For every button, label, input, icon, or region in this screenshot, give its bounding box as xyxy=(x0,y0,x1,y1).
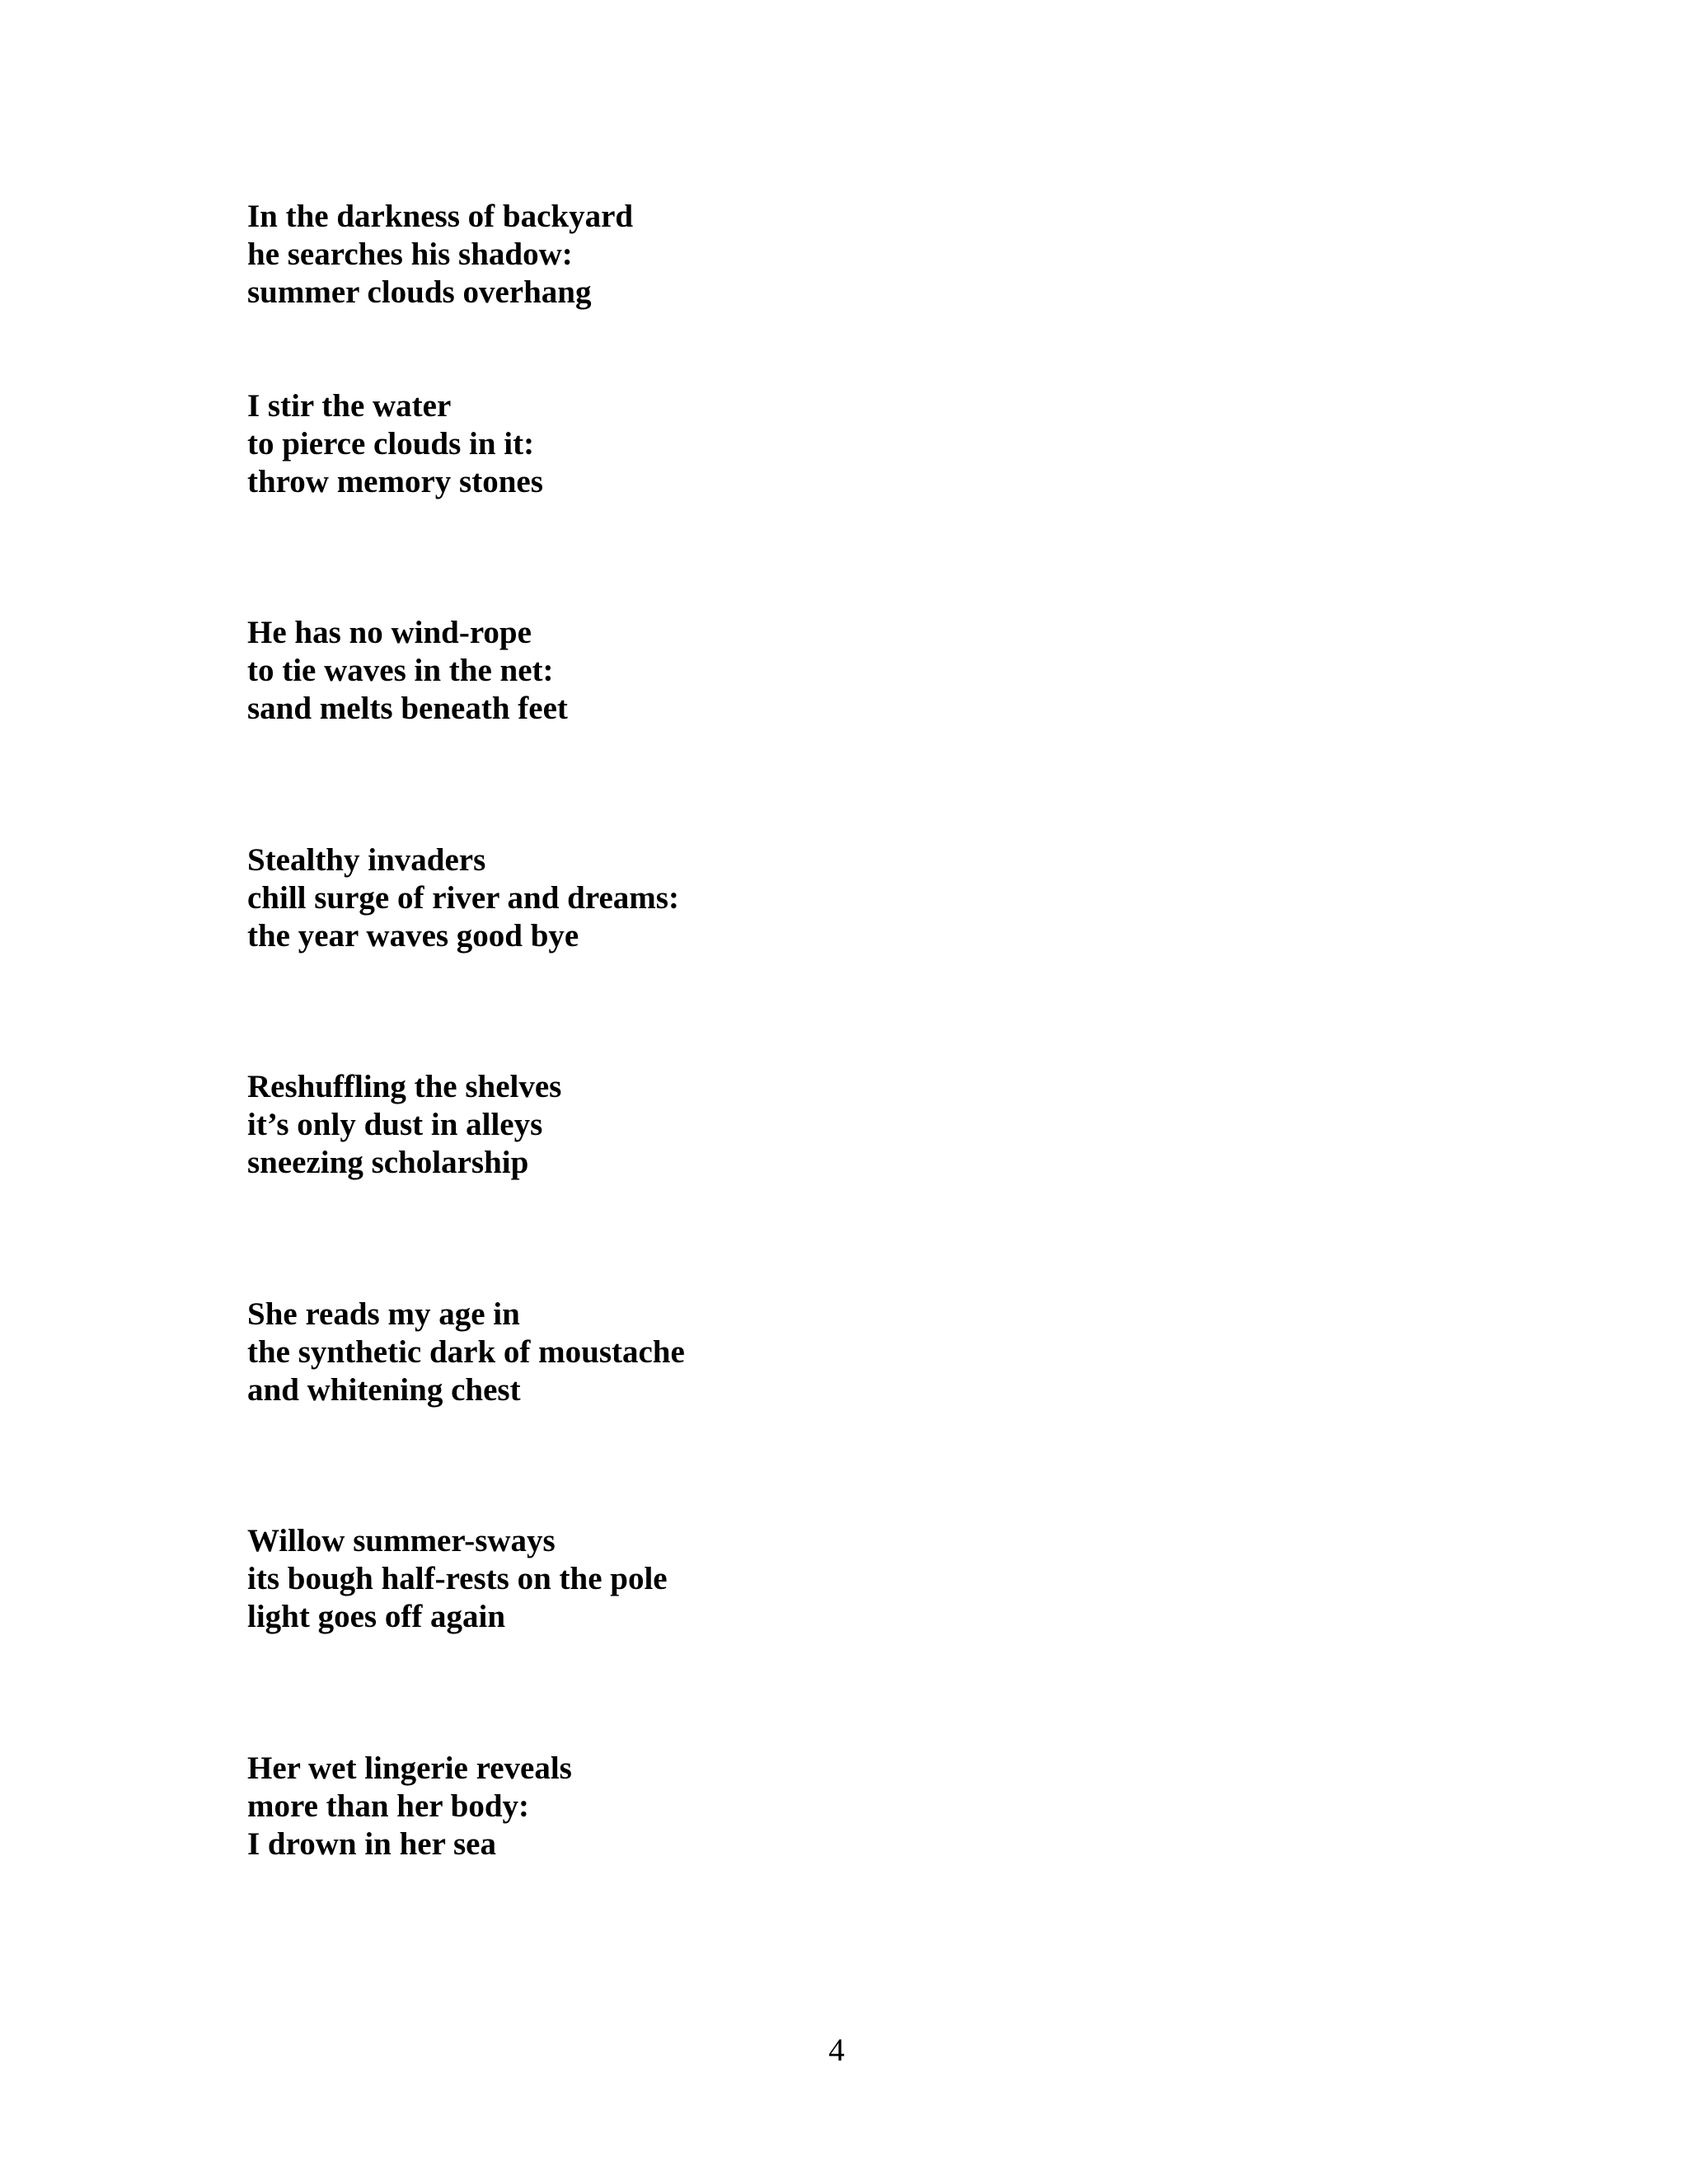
stanza-line: I drown in her sea xyxy=(247,1826,496,1862)
stanza-line: Willow summer-sways xyxy=(247,1523,556,1558)
stanza-line: chill surge of river and dreams: xyxy=(247,880,679,916)
stanza-line: In the darkness of backyard xyxy=(247,199,634,234)
stanza-line: to pierce clouds in it: xyxy=(247,426,535,462)
haiku-stanza xyxy=(247,1296,685,1409)
page-number: 4 xyxy=(828,2032,845,2068)
stanza-line: light goes off again xyxy=(247,1599,506,1634)
haiku-stanza xyxy=(247,198,633,312)
haiku-stanza xyxy=(247,1522,668,1636)
stanza-line: and whitening chest xyxy=(247,1372,521,1408)
haiku-stanza xyxy=(247,1068,561,1182)
stanza-line: sneezing scholarship xyxy=(247,1145,529,1180)
haiku-stanza xyxy=(247,614,568,728)
stanza-line: the year waves good bye xyxy=(247,918,579,954)
stanza-line: Reshuffling the shelves xyxy=(247,1069,562,1104)
stanza-line: summer clouds overhang xyxy=(247,274,592,310)
stanza-line: it’s only dust in alleys xyxy=(247,1107,543,1142)
stanza-line: throw memory stones xyxy=(247,464,543,499)
haiku-stanza xyxy=(247,387,543,501)
stanza-line: She reads my age in xyxy=(247,1296,520,1332)
haiku-stanza xyxy=(247,841,679,955)
stanza-line: He has no wind-rope xyxy=(247,615,532,650)
stanza-line: the synthetic dark of moustache xyxy=(247,1334,685,1370)
stanza-line: Her wet lingerie reveals xyxy=(247,1750,572,1786)
haiku-stanza xyxy=(247,1750,572,1863)
stanza-line: to tie waves in the net: xyxy=(247,653,554,688)
stanza-line: its bough half-rests on the pole xyxy=(247,1561,668,1596)
stanza-line: he searches his shadow: xyxy=(247,237,573,272)
stanza-line: sand melts beneath feet xyxy=(247,691,568,726)
stanza-line: more than her body: xyxy=(247,1788,529,1824)
stanza-line: Stealthy invaders xyxy=(247,842,486,878)
stanza-line: I stir the water xyxy=(247,388,452,424)
